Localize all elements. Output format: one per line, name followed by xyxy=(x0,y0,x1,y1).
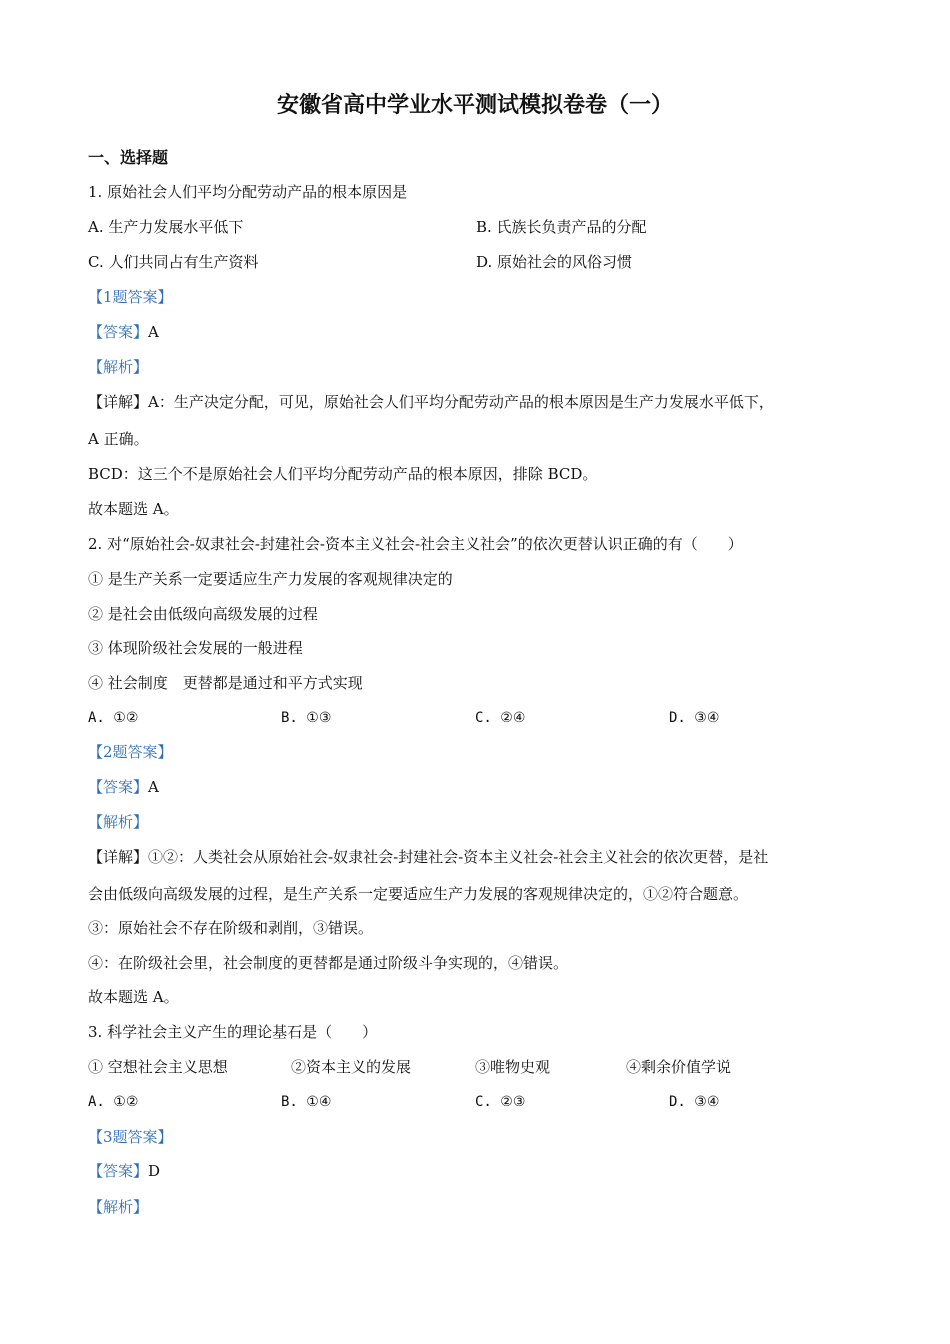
q2-option-a: A. ①② xyxy=(88,710,139,726)
q2-answer xyxy=(88,776,159,798)
section-heading: 一、选择题 xyxy=(88,148,169,167)
q3-item-4: ④剩余价值学说 xyxy=(626,1058,732,1076)
q2-option-c: C. ②④ xyxy=(475,710,526,726)
detail-text: ①②：人类社会从原始社会-奴隶社会-封建社会-资本主义社会-社会主义社会的依次更替，是社 xyxy=(148,848,769,866)
q3-item-2: ②资本主义的发展 xyxy=(291,1058,412,1076)
q1-option-b: B. 氏族长负责产品的分配 xyxy=(476,218,647,236)
q2-detail-5: 故本题选 A。 xyxy=(88,988,179,1006)
detail-text: A：生产决定分配，可见，原始社会人们平均分配劳动产品的根本原因是生产力发展水平低下， xyxy=(148,393,774,411)
answer-value: D xyxy=(148,1162,161,1180)
q1-detail-2: A 正确。 xyxy=(88,430,149,448)
q2-detail-3: ③：原始社会不存在阶级和剥削，③错误。 xyxy=(88,919,374,937)
q1-detail-1 xyxy=(88,391,774,413)
q2-option-b: B. ①③ xyxy=(281,710,332,726)
q1-stem: 1. 原始社会人们平均分配劳动产品的根本原因是 xyxy=(88,183,408,201)
q2-stem: 2. 对“原始社会-奴隶社会-封建社会-资本主义社会-社会主义社会”的依次更替认识正确的有（ ） xyxy=(88,535,743,553)
q3-option-b: B. ①④ xyxy=(281,1094,332,1110)
answer-value: A xyxy=(148,323,159,341)
answer-tag: 【答案】 xyxy=(88,323,149,341)
q2-detail-1 xyxy=(88,846,768,868)
detail-tag: 【详解】 xyxy=(88,393,149,411)
q3-analysis-tag: 【解析】 xyxy=(88,1198,149,1216)
q2-item-4: ④ 社会制度 更替都是通过和平方式实现 xyxy=(88,674,363,692)
q3-option-c: C. ②③ xyxy=(475,1094,526,1110)
q3-answer xyxy=(88,1160,160,1182)
q3-answer-header: 【3题答案】 xyxy=(88,1128,173,1146)
q3-stem: 3. 科学社会主义产生的理论基石是（ ） xyxy=(88,1023,378,1041)
q2-item-1: ① 是生产关系一定要适应生产力发展的客观规律决定的 xyxy=(88,570,453,588)
q1-option-d: D. 原始社会的风俗习惯 xyxy=(476,253,633,271)
detail-tag: 【详解】 xyxy=(88,848,149,866)
q3-option-d: D. ③④ xyxy=(669,1094,720,1110)
q1-detail-3: BCD：这三个不是原始社会人们平均分配劳动产品的根本原因，排除 BCD。 xyxy=(88,465,598,483)
q2-detail-4: ④：在阶级社会里，社会制度的更替都是通过阶级斗争实现的，④错误。 xyxy=(88,954,569,972)
q2-option-d: D. ③④ xyxy=(669,710,720,726)
q3-option-a: A. ①② xyxy=(88,1094,139,1110)
q2-detail-2: 会由低级向高级发展的过程，是生产关系一定要适应生产力发展的客观规律决定的，①②符合题意。 xyxy=(88,885,749,903)
answer-value: A xyxy=(148,778,159,796)
q2-analysis-tag: 【解析】 xyxy=(88,813,149,831)
q3-item-1: ① 空想社会主义思想 xyxy=(88,1058,228,1076)
document-title: 安徽省高中学业水平测试模拟卷卷（一） xyxy=(276,93,673,118)
q1-answer xyxy=(88,321,159,343)
q1-option-c: C. 人们共同占有生产资料 xyxy=(88,253,259,271)
q1-option-a: A. 生产力发展水平低下 xyxy=(88,218,244,236)
q1-answer-header: 【1题答案】 xyxy=(88,288,173,306)
q2-item-3: ③ 体现阶级社会发展的一般进程 xyxy=(88,639,303,657)
q1-detail-4: 故本题选 A。 xyxy=(88,500,179,518)
answer-tag: 【答案】 xyxy=(88,778,149,796)
q3-item-3: ③唯物史观 xyxy=(475,1058,551,1076)
q2-answer-header: 【2题答案】 xyxy=(88,743,173,761)
answer-tag: 【答案】 xyxy=(88,1162,149,1180)
q2-item-2: ② 是社会由低级向高级发展的过程 xyxy=(88,605,318,623)
q1-analysis-tag: 【解析】 xyxy=(88,358,149,376)
